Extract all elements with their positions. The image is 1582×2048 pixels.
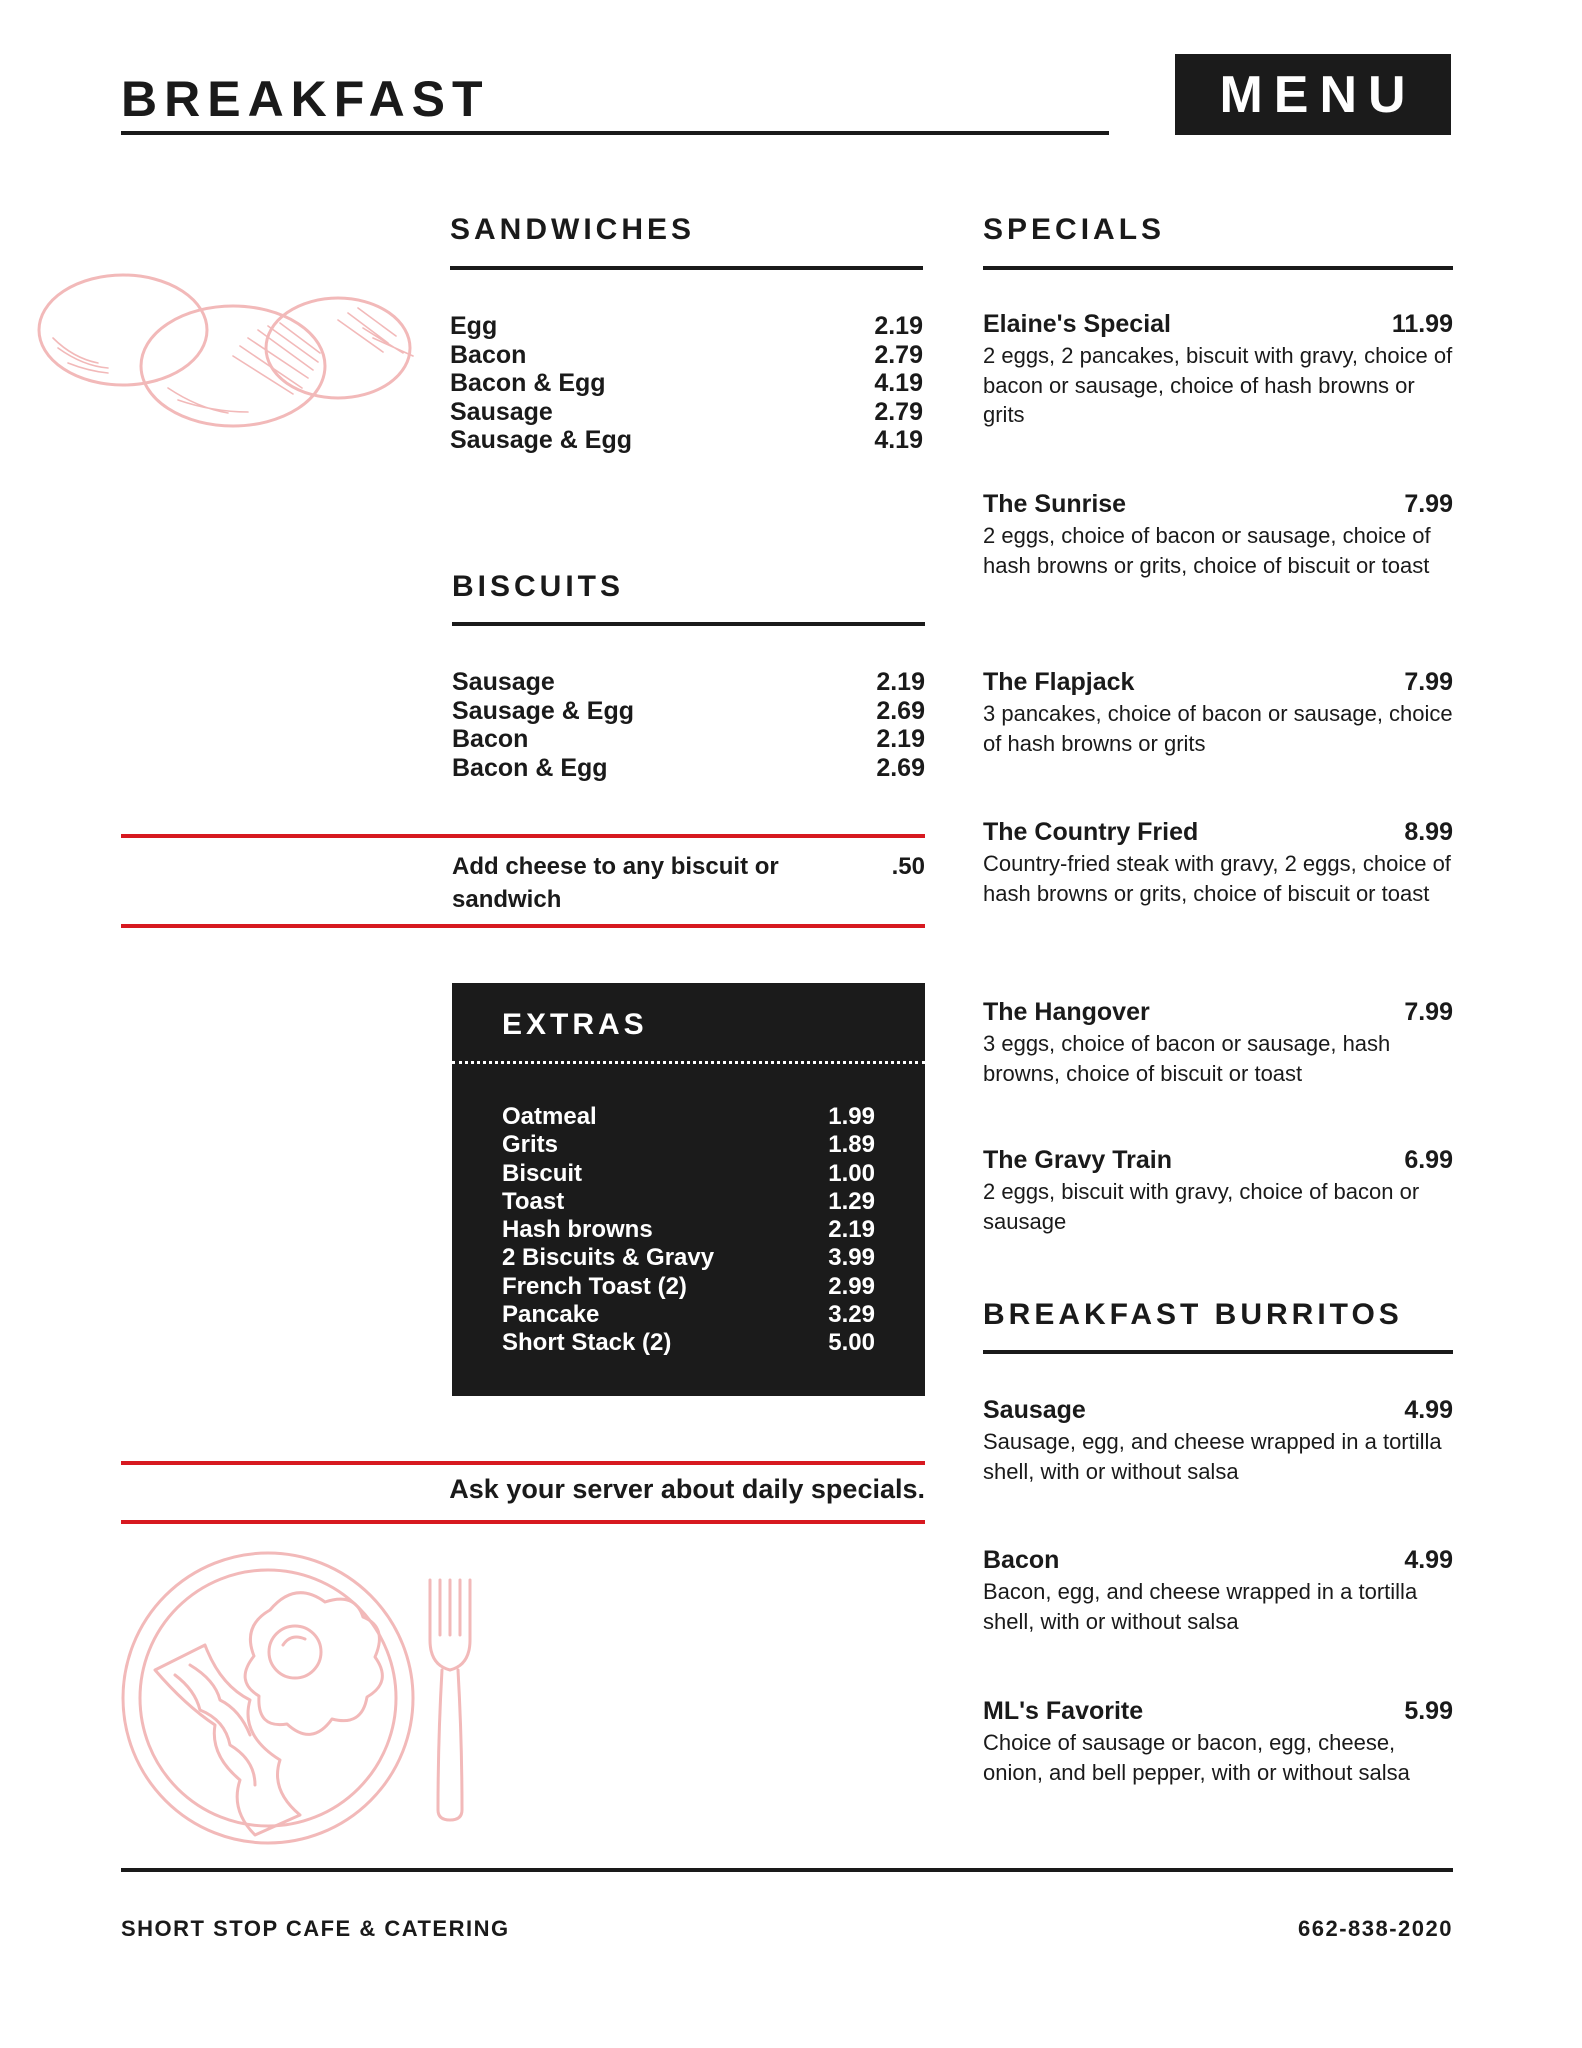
footer-phone: 662-838-2020 — [1297, 1916, 1453, 1941]
special-item — [983, 668, 1453, 758]
burrito-price: 4.99 — [1404, 1396, 1453, 1424]
item-price: 4.19 — [874, 369, 923, 397]
special-description: 3 eggs, choice of bacon or sausage, hash browns, choice of biscuit or toast — [983, 1031, 1391, 1086]
item-price: 2.19 — [828, 1216, 875, 1244]
sandwiches-list — [450, 312, 923, 455]
item-name: Toast — [502, 1187, 565, 1215]
special-price: 11.99 — [1391, 310, 1453, 338]
item-name: Bacon — [450, 340, 527, 369]
item-name: Sausage — [452, 668, 555, 696]
title-underline — [121, 131, 1109, 135]
list-item — [450, 398, 923, 427]
list-item — [502, 1329, 875, 1357]
extras-heading: EXTRAS — [502, 1008, 648, 1041]
burritos-heading: BREAKFAST BURRITOS — [983, 1298, 1403, 1331]
item-name: Short Stack (2) — [502, 1329, 672, 1357]
extras-box — [452, 983, 925, 1396]
item-price: 2.79 — [874, 397, 923, 426]
addon-price: .50 — [891, 853, 925, 880]
item-name: Oatmeal — [502, 1103, 597, 1130]
list-item — [450, 312, 923, 341]
footer-business-name: SHORT STOP CAFE & CATERING — [121, 1916, 510, 1941]
item-price: 4.19 — [874, 426, 923, 454]
special-price: 6.99 — [1404, 1146, 1453, 1174]
item-name: Biscuit — [502, 1159, 583, 1187]
burrito-description: Bacon, egg, and cheese wrapped in a tortilla shell, with or without salsa — [983, 1579, 1418, 1634]
list-item — [502, 1103, 875, 1131]
special-description: 2 eggs, choice of bacon or sausage, choice of hash browns or grits, choice of biscuit or toast — [983, 523, 1431, 578]
burrito-item — [983, 1546, 1453, 1636]
item-price: 2.19 — [874, 312, 923, 340]
item-name: Sausage — [450, 397, 553, 426]
daily-specials-notice: Ask your server about daily specials. — [449, 1474, 925, 1504]
item-price: 2.19 — [876, 725, 925, 753]
special-item — [983, 490, 1453, 580]
burritos-rule — [983, 1350, 1453, 1354]
list-item — [502, 1216, 875, 1244]
item-price: 2.79 — [874, 340, 923, 369]
item-price: 1.99 — [828, 1103, 875, 1130]
item-price: 3.29 — [828, 1301, 875, 1329]
addon-top-rule — [121, 834, 925, 838]
fork-icon — [420, 1575, 480, 1825]
plate-illustration — [120, 1550, 420, 1850]
item-name: Sausage & Egg — [450, 426, 632, 454]
special-item — [983, 1146, 1453, 1236]
biscuits-list — [452, 668, 925, 782]
item-name: Pancake — [502, 1301, 600, 1329]
item-name: French Toast (2) — [502, 1272, 687, 1300]
item-name: Bacon — [452, 725, 529, 753]
item-price: 2.19 — [876, 668, 925, 696]
special-name: The Hangover — [983, 998, 1150, 1026]
extras-list — [502, 1103, 875, 1358]
special-description: Country-fried steak with gravy, 2 eggs, choice of hash browns or grits, choice of biscuit or toast — [983, 851, 1451, 906]
special-name: The Gravy Train — [983, 1146, 1172, 1174]
list-item — [452, 668, 925, 697]
burrito-item — [983, 1697, 1453, 1787]
burrito-price: 4.99 — [1404, 1546, 1453, 1574]
item-name: Sausage & Egg — [452, 696, 634, 725]
item-name: Bacon & Egg — [452, 753, 608, 782]
addon-text: Add cheese to any biscuit or sandwich — [452, 853, 779, 913]
list-item — [502, 1244, 875, 1272]
item-name: 2 Biscuits & Gravy — [502, 1244, 715, 1272]
special-item — [983, 998, 1453, 1088]
special-name: The Country Fried — [983, 818, 1199, 846]
special-item — [983, 818, 1453, 908]
item-price: 2.99 — [828, 1272, 875, 1300]
item-name: Grits — [502, 1131, 559, 1159]
specials-heading: SPECIALS — [983, 213, 1166, 246]
list-item — [450, 341, 923, 370]
item-price: 3.99 — [828, 1244, 875, 1272]
item-price: 2.69 — [876, 753, 925, 782]
special-price: 7.99 — [1404, 490, 1453, 518]
burrito-name: ML's Favorite — [983, 1697, 1144, 1725]
list-item — [502, 1273, 875, 1301]
list-item — [502, 1131, 875, 1159]
item-name: Bacon & Egg — [450, 369, 606, 397]
special-item — [983, 310, 1453, 430]
menu-badge: MENU — [1175, 54, 1451, 135]
notice-top-rule — [121, 1461, 925, 1465]
special-description: 2 eggs, biscuit with gravy, choice of bacon or sausage — [983, 1179, 1420, 1234]
specials-rule — [983, 266, 1453, 270]
notice-bottom-rule — [121, 1520, 925, 1524]
special-name: Elaine's Special — [983, 310, 1171, 338]
extras-dotted-divider — [452, 1061, 925, 1064]
special-name: The Flapjack — [983, 668, 1135, 696]
list-item — [452, 725, 925, 754]
burrito-name: Bacon — [983, 1546, 1060, 1574]
list-item — [502, 1160, 875, 1188]
item-name: Hash browns — [502, 1216, 653, 1244]
special-description: 2 eggs, 2 pancakes, biscuit with gravy, choice of bacon or sausage, choice of hash browns or grits — [983, 343, 1453, 427]
special-description: 3 pancakes, choice of bacon or sausage, choice of hash browns or grits — [983, 701, 1453, 756]
list-item — [450, 426, 923, 455]
sandwiches-rule — [450, 266, 923, 270]
item-price: 5.00 — [828, 1329, 875, 1357]
burrito-price: 5.99 — [1404, 1697, 1453, 1725]
burrito-description: Choice of sausage or bacon, egg, cheese, onion, and bell pepper, with or without salsa — [983, 1730, 1410, 1785]
burrito-description: Sausage, egg, and cheese wrapped in a tortilla shell, with or without salsa — [983, 1429, 1442, 1484]
sandwiches-heading: SANDWICHES — [450, 213, 696, 246]
list-item — [450, 369, 923, 398]
item-price: 1.29 — [828, 1187, 875, 1215]
special-price: 7.99 — [1404, 998, 1453, 1026]
list-item — [452, 754, 925, 783]
list-item — [452, 697, 925, 726]
list-item — [502, 1188, 875, 1216]
item-name: Egg — [450, 312, 498, 340]
item-price: 2.69 — [876, 696, 925, 725]
item-price: 1.00 — [828, 1159, 875, 1187]
eggs-illustration — [18, 268, 428, 438]
burrito-item — [983, 1396, 1453, 1486]
item-price: 1.89 — [828, 1131, 875, 1159]
special-price: 7.99 — [1404, 668, 1453, 696]
menu-title: BREAKFAST — [121, 71, 490, 127]
addon-bottom-rule — [121, 924, 925, 928]
biscuits-rule — [452, 622, 925, 626]
biscuits-heading: BISCUITS — [452, 570, 625, 603]
list-item — [502, 1301, 875, 1329]
footer-rule — [121, 1868, 1453, 1872]
special-price: 8.99 — [1404, 818, 1453, 846]
special-name: The Sunrise — [983, 490, 1127, 518]
burrito-name: Sausage — [983, 1396, 1086, 1424]
